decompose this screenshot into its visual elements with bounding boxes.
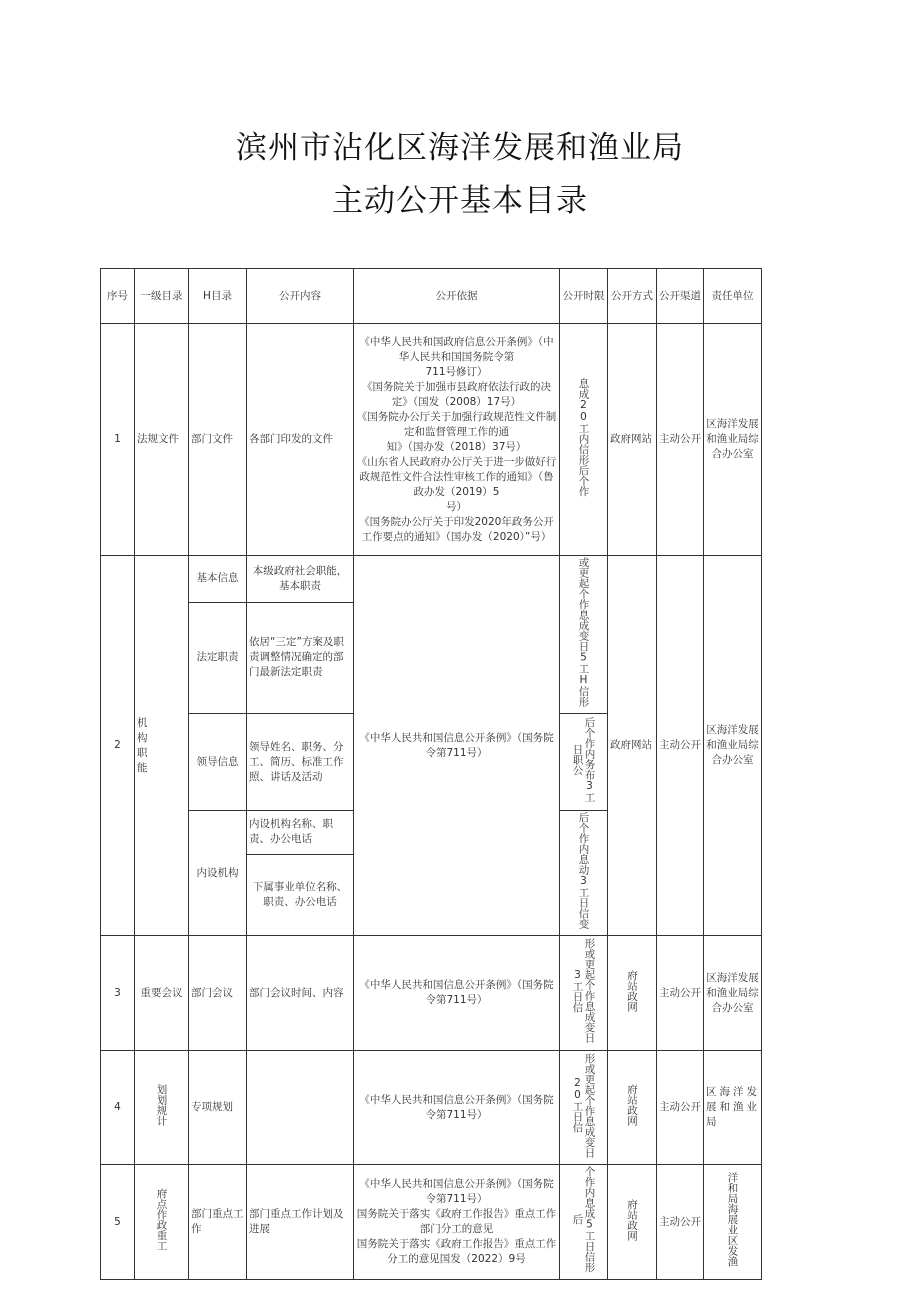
row1-content: 各部门印发的文件	[247, 324, 354, 556]
header-unit: 责任单位	[704, 269, 762, 324]
row5-seq: 5	[101, 1165, 135, 1280]
row3-time-limit	[560, 936, 608, 1051]
row1-method: 政府网站	[608, 324, 657, 556]
row4-method-text: 府站政网	[626, 1084, 638, 1126]
row5-method	[608, 1165, 657, 1280]
row1-time-limit-text: 息成20工内信形后个作	[577, 377, 590, 497]
row3-unit: 区海洋发展和渔业局综合办公室	[704, 936, 762, 1051]
row1-basis	[354, 324, 560, 556]
table-row	[101, 324, 762, 556]
row5-unit-text: 洋和局海展业区发渔	[726, 1172, 739, 1267]
row2-sub1-level2: 基本信息	[189, 556, 247, 603]
row2-basis: 《中华人民共和国信息公开条例》（国务院令第711号）	[354, 556, 560, 936]
header-basis: 公开依据	[354, 269, 560, 324]
row5-level1	[135, 1165, 189, 1280]
row1-level2: 部门文件	[189, 324, 247, 556]
header-method: 公开方式	[608, 269, 657, 324]
header-level2: H目录	[189, 269, 247, 324]
header-time-limit: 公开时限	[560, 269, 608, 324]
row4-seq: 4	[101, 1051, 135, 1165]
row5-basis-line: 国务院关于落实《政府工作报告》重点工作分工的意见国发（2022）9号	[356, 1238, 557, 1265]
row5-basis	[354, 1165, 560, 1280]
row5-content: 部门重点工作计划及进展	[247, 1165, 354, 1280]
row3-method-text: 府站政网	[626, 969, 638, 1012]
row1-basis-line: 《国务院办公厅关于印发2020年政务公开工作要点的通知》（国办发（2020）”号）	[359, 515, 554, 543]
row2-time-a-text: 或更起个作息成变日5工H信形	[577, 557, 590, 707]
row3-level1: 重要会议	[135, 936, 189, 1051]
row2-sub2-content: 依居“三定”方案及职责调整情况确定的部门最新法定职责	[247, 602, 354, 713]
row2-sub3-level2: 领导信息	[189, 714, 247, 811]
row1-unit: 区海洋发展和渔业局综合办公室	[704, 324, 762, 556]
row2-sub4-level2: 内设机构	[189, 811, 247, 936]
row3-seq: 3	[101, 936, 135, 1051]
table-row	[101, 936, 762, 1051]
row2-time-b	[560, 714, 608, 811]
row5-time-limit	[560, 1165, 608, 1280]
row2-time-c	[560, 811, 608, 936]
row2-sub3-content: 领导姓名、职务、分工、简历、标准工作照、讲话及活动	[247, 714, 354, 811]
row1-channel: 主动公开	[657, 324, 704, 556]
row1-level1: 法规文件	[135, 324, 189, 556]
row5-method-text: 府站政网	[626, 1198, 638, 1241]
row2-sub2-level2: 法定职责	[189, 602, 247, 713]
row5-basis-line: 国务院关于落实《政府工作报告》重点工作部门分工的意见	[356, 1208, 557, 1235]
row1-time-limit	[560, 324, 608, 556]
row2-seq: 2	[101, 556, 135, 936]
document-title-line2: 主动公开基本目录	[332, 183, 588, 219]
table-row	[101, 1165, 762, 1280]
row2-sub4-content-b: 下属事业单位名称、职责、办公电话	[247, 854, 354, 935]
table-row	[101, 1051, 762, 1165]
document-title-line1: 滨州市沾化区海洋发展和渔业局	[236, 130, 684, 166]
row4-time-limit-text: 形或更起个作息成变日20工日信	[571, 1052, 596, 1158]
row2-channel: 主动公开	[657, 556, 704, 936]
row2-time-b-text: 后个作内务布3工日职公	[571, 716, 596, 803]
row2-method: 政府网站	[608, 556, 657, 936]
row4-channel: 主动公开	[657, 1051, 704, 1165]
row2-level1-text: 机构职能	[137, 716, 148, 774]
row5-level2: 部门重点工作	[189, 1165, 247, 1280]
row2-sub1-content: 本级政府社会职能，基本职责	[247, 556, 354, 603]
row2-time-a	[560, 556, 608, 714]
row1-basis-line: 《中华人民共和国政府信息公开条例》（中华人民共和国国务院令第	[359, 335, 554, 363]
row5-basis-line: 《中华人民共和国信息公开条例》（国务院令第711号）	[359, 1178, 554, 1205]
row5-unit	[704, 1165, 762, 1280]
row4-level1	[135, 1051, 189, 1165]
row1-seq: 1	[101, 324, 135, 556]
header-content: 公开内容	[247, 269, 354, 324]
row1-basis-line: 《国务院办公厅关于加强行政规范性文件制定和监督管理工作的通	[356, 410, 557, 438]
table-row	[101, 556, 762, 603]
row1-basis-line: 711号修订）	[425, 365, 488, 378]
catalog-table	[100, 268, 762, 1280]
row3-content: 部门会议时间、内容	[247, 936, 354, 1051]
row1-basis-line: 知》（国办发（2018）37号）	[386, 440, 527, 453]
row3-basis: 《中华人民共和国信息公开条例》（国务院令第711号）	[354, 936, 560, 1051]
row1-basis-line: 《山东省人民政府办公厅关于进一步做好行政规范性文件合法性审核工作的通知》（鲁政办发（2019）5	[356, 455, 557, 498]
row3-time-limit-text: 形或更起个作息成变日3工日信	[571, 938, 596, 1043]
row4-time-limit	[560, 1051, 608, 1165]
row3-method	[608, 936, 657, 1051]
row4-basis: 《中华人民共和国信息公开条例》（国务院令第711号）	[354, 1051, 560, 1165]
row2-level1	[135, 556, 189, 936]
header-level1: 一级目录	[135, 269, 189, 324]
row2-time-c-text: 后个作内息动3工日信变	[577, 812, 590, 929]
header-seq: 序号	[101, 269, 135, 324]
header-channel: 公开渠道	[657, 269, 704, 324]
row4-content	[247, 1051, 354, 1165]
row1-basis-line: 《国务院关于加强市县政府依法行政的决定》（国发（2008）17号）	[362, 380, 551, 408]
row4-level1-text: 划划规计	[155, 1084, 168, 1126]
row4-level2: 专项规划	[189, 1051, 247, 1165]
row5-time-limit-text: 个作内息成5工日信形后	[571, 1166, 596, 1273]
row3-level2: 部门会议	[189, 936, 247, 1051]
row2-sub4-content-a: 内设机构名称、职责、办公电话	[247, 811, 354, 855]
row2-unit: 区海洋发展和渔业局综合办公室	[704, 556, 762, 936]
row5-level1-text: 府点作政重工	[155, 1188, 168, 1251]
table-header-row	[101, 269, 762, 324]
row5-channel: 主动公开	[657, 1165, 704, 1280]
row1-basis-line: 号）	[446, 500, 467, 513]
row4-unit: 区海洋发展和渔业局	[704, 1051, 762, 1165]
row4-method	[608, 1051, 657, 1165]
row3-channel: 主动公开	[657, 936, 704, 1051]
